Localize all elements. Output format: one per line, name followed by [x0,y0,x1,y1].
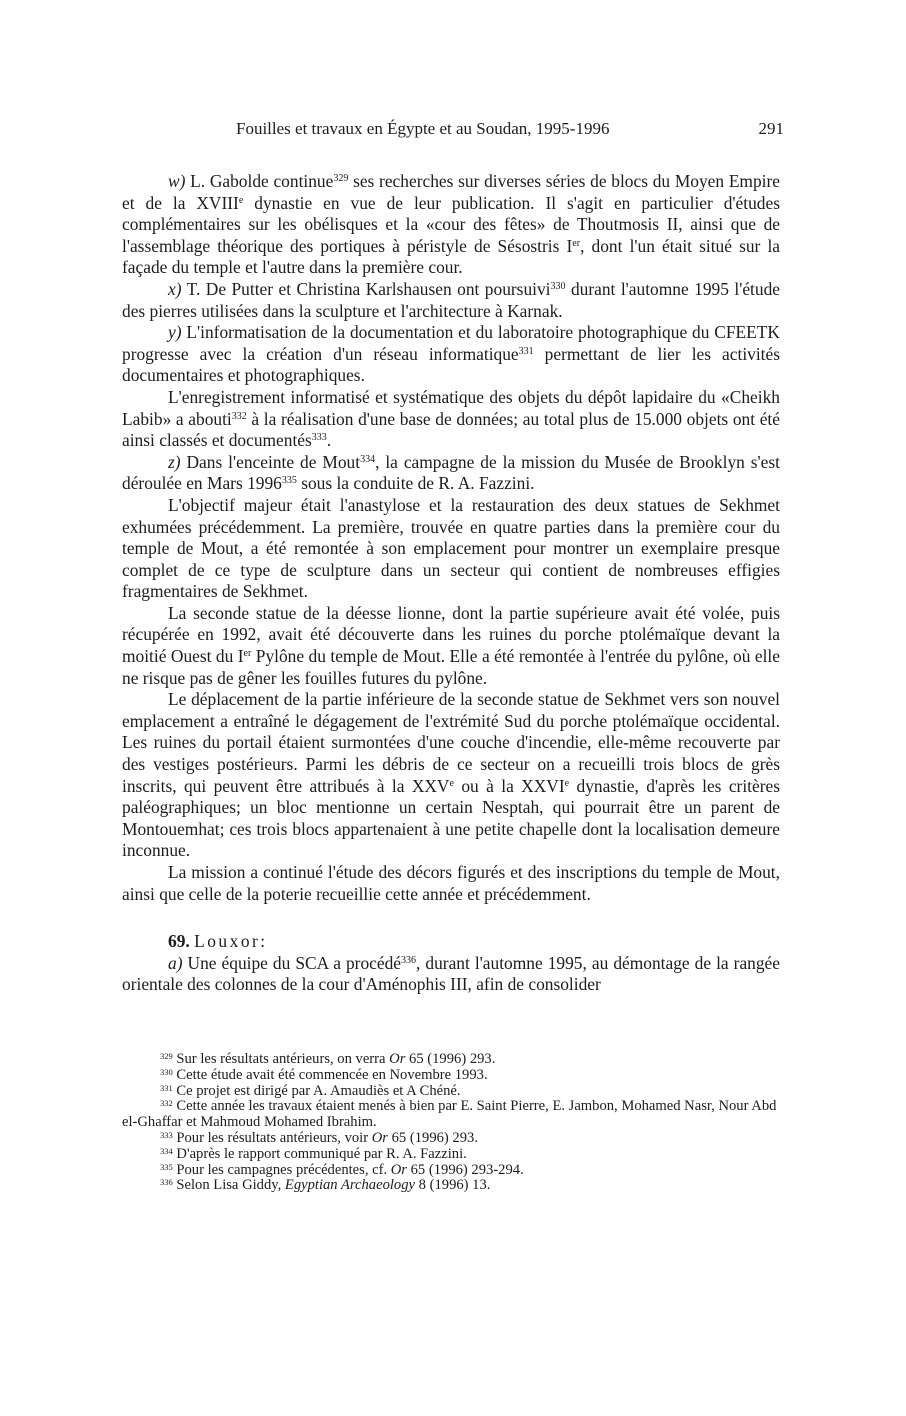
footnote-329: $^{329}$ Sur les résultats antérieurs, on verra Or 65 (1996) 293. [160,1051,496,1067]
footnote-335: $^{335}$ Pour les campagnes précédentes, cf. Or 65 (1996) 293-294. [160,1161,524,1178]
footnote-ref: 336 [401,954,417,966]
footnote-330: $^{330}$ Cette étude avait été commencée en Novembre 1993. [160,1066,488,1083]
footnote-332: $^{332}$ Cette année les travaux étaient menés à bien par E. Saint Pierre, E. Jambon, Mohamed Nasr, Nour Abd el-Ghaffar et Mahmoud Mohamed Ibrahim. [122,1098,777,1131]
item-label: a) [168,952,183,973]
paragraph-z: z) Dans l'enceinte de Mout$^{334}$, la campagne de la mission du Musée de Brooklyn s'est déroulée en Mars 1996$^{335}$ sous la conduite de R. A. Fazzini. [122,451,780,494]
paragraph-w: w) L. Gabolde continue$^{329}$ ses recherches sur diverses séries de blocs du Moyen Empire et de la XVIIIe dynastie en vue de leur publication. Il s'agit en particulier d'études complémentaires sur les obélisques et la «cour des fêtes» de Thoutmosis II, ainsi que de l'assemblage théorique des portiques à péristyle de Sésostris Ier, dont l'un était situé sur la façade du temple et l'autre dans la première cour. [122,171,781,278]
page-number: 291 [758,119,784,138]
footnote-ref: 331 [518,345,534,357]
footnote-333: $^{333}$ Pour les résultats antérieurs, voir Or 65 (1996) 293. [160,1129,478,1146]
footnote-ref: 332 [231,410,247,422]
running-title: Fouilles et travaux en Égypte et au Soudan, 1995-1996 [236,119,610,138]
main-text [122,171,780,996]
paragraph-x: x) T. De Putter et Christina Karlshausen ont poursuivi$^{330}$ durant l'automne 1995 l'étude des pierres utilisées dans la sculpture et l'architecture à Karnak. [122,278,780,321]
item-label: x) [168,278,182,299]
footnote-ref: 334 [360,453,376,465]
paragraph-mission: La mission a continué l'étude des décors figurés et des inscriptions du temple de Mout, ainsi que celle de la poterie recueillie cette année et précédemment. [122,862,780,904]
paragraph-louxor-a: a) Une équipe du SCA a procédé$^{336}$, durant l'automne 1995, au démontage de la rangée orientale des colonnes de la cour d'Aménophis III, afin de consolider [122,952,780,995]
paragraph-y: y) L'informatisation de la documentation et du laboratoire photographique du CFEETK progresse avec la création d'un réseau informatique$^{331}$ permettant de lier les activités documentaires et photographiques. [122,322,780,386]
item-label: y) [168,322,182,343]
footnote-ref: 330 [550,280,566,292]
paragraph-seconde-statue: La seconde statue de la déesse lionne, dont la partie supérieure avait été volée, puis récupérée en 1992, avait été découverte dans les ruines du porche ptolémaïque devant la moitié Ouest du Ier Pylône du temple de Mout. Elle a été remontée à l'entrée du pylône, où elle ne risque pas de gêner les fouilles futures du pylône. [122,602,780,688]
paragraph-objectif: L'objectif majeur était l'anastylose et la restauration des deux statues de Sekhmet exhumées précédemment. La première, trouvée en quatre parties dans la première cour du temple de Mout, a été remontée à son emplacement pour montrer un exemplaire presque complet de ce type de sculpture dans un secteur qui contient de nombreuses effigies fragmentaires de Sekhmet. [122,494,780,602]
section-number: 69. [168,931,190,952]
footnote-ref: 329 [333,173,349,184]
footnote-331: $^{331}$ Ce projet est dirigé par A. Amaudiès et A Chéné. [160,1082,461,1099]
section-heading-louxor [122,931,780,953]
footnote-ref: 335 [281,475,297,487]
footnote-334: $^{334}$ D'après le rapport communiqué par R. A. Fazzini. [160,1145,467,1162]
item-label: z) [168,451,181,472]
footnote-ref: 333 [311,432,327,444]
paragraph-deplacement: Le déplacement de la partie inférieure de la seconde statue de Sekhmet vers son nouvel emplacement a entraîné le dégagement de l'extrémité Sud du porche ptolémaïque occidental. Les ruines du portail étaient surmontées d'une couche d'incendie, elle-même recouverte par des vestiges postérieurs. Parmi les débris de ce secteur on a recueilli trois blocs de grès inscrits, qui peuvent être attribués à la XXVe ou à la XXVIe dynastie, d'après les critères paléographiques; un bloc mentionne un certain Nesptah, qui pourrait être un parent de Montouemhat; ces trois blocs appartenaient à une petite chapelle dont la localisation demeure inconnue. [122,689,780,861]
footnotes [122,1052,780,1194]
section-title: Louxor: [194,931,268,952]
footnote-336: $^{336}$ Selon Lisa Giddy, Egyptian Archaeology 8 (1996) 13. [160,1177,491,1194]
paragraph-cheikh-labib: L'enregistrement informatisé et systématique des objets du dépôt lapidaire du «Cheikh Labib» a abouti$^{332}$ à la réalisation d'une base de données; au total plus de 15.000 objets ont été ainsi classés et documentés$^{333}$. [122,386,780,451]
item-label: w) [168,171,186,191]
